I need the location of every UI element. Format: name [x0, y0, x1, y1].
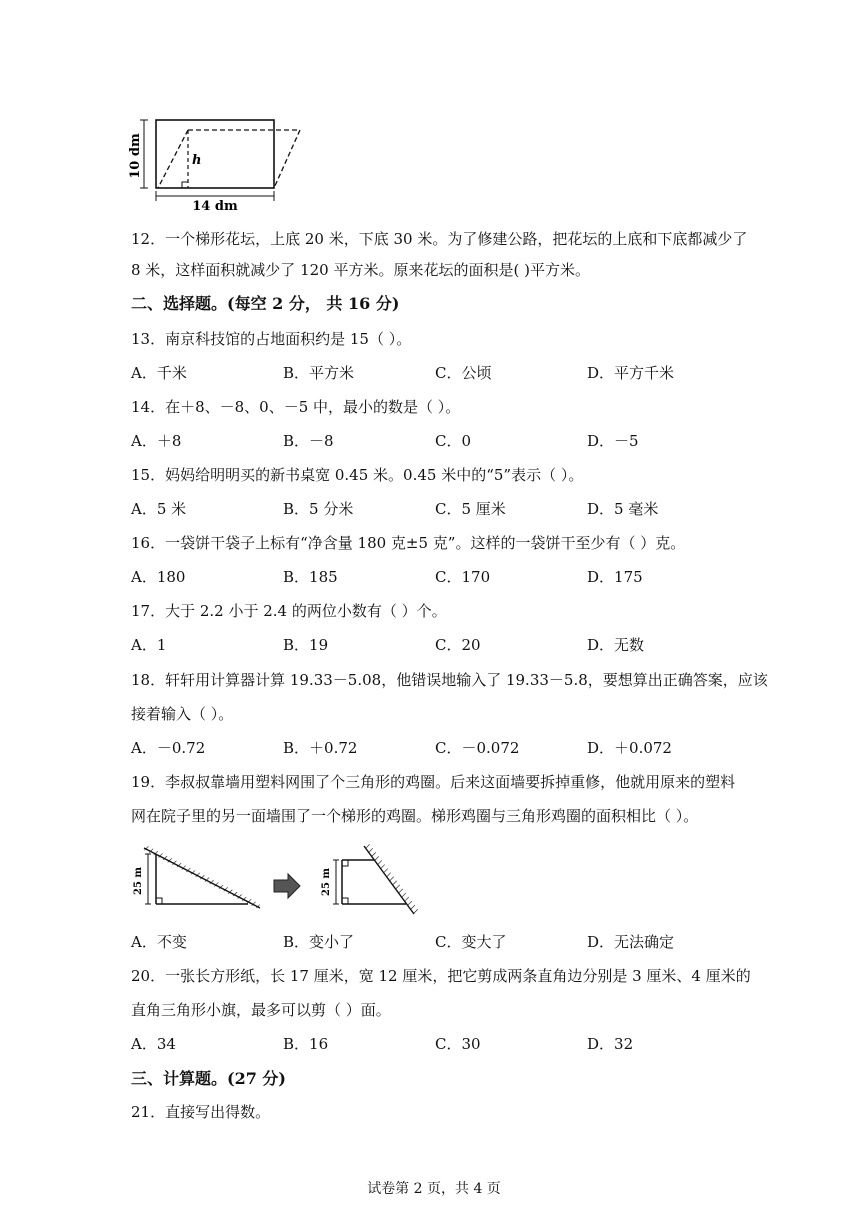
section-2-heading: 二、选择题。(每空 2 分， 共 16 分)	[131, 294, 400, 313]
q13-text: 13．南京科技馆的占地面积约是 15（ ）。	[131, 330, 412, 348]
q12-line1: 12．一个梯形花坛，上底 20 米，下底 30 米。为了修建公路，把花坛的上底和下底都减少了	[131, 230, 748, 248]
option-c[interactable]: C．－0.072	[435, 739, 520, 757]
trapezoid-height-label: 25 m	[321, 868, 332, 896]
q20-line2: 直角三角形小旗，最多可以剪（ ）面。	[131, 1001, 391, 1019]
q20-options	[131, 1034, 771, 1054]
width-label: 14 dm	[192, 199, 238, 212]
section-3-heading: 三、计算题。(27 分)	[131, 1069, 286, 1088]
option-a[interactable]: A．5 米	[131, 500, 187, 518]
q20-line1: 20．一张长方形纸，长 17 厘米，宽 12 厘米，把它剪成两条直角边分别是 3 厘米、4 厘米的	[131, 967, 751, 985]
option-b[interactable]: B．平方米	[283, 364, 355, 382]
q15-text: 15．妈妈给明明买的新书桌宽 0.45 米。0.45 米中的“5”表示（ ）。	[131, 466, 584, 484]
option-a[interactable]: A．34	[131, 1035, 176, 1053]
q17-options	[131, 635, 771, 655]
option-b[interactable]: B．16	[283, 1035, 329, 1053]
option-d[interactable]: D．无数	[587, 636, 645, 654]
option-d[interactable]: D．＋0.072	[587, 739, 672, 757]
q14-options	[131, 431, 771, 451]
q12-line2: 8 米，这样面积就减少了 120 平方米。原来花坛的面积是( )平方米。	[131, 261, 590, 279]
option-d[interactable]: D．－5	[587, 432, 639, 450]
option-b[interactable]: B．＋0.72	[283, 739, 358, 757]
q19-line2: 网在院子里的另一面墙围了一个梯形的鸡圈。梯形鸡圈与三角形鸡圈的面积相比（ ）。	[131, 807, 699, 825]
option-a[interactable]: A．＋8	[131, 432, 182, 450]
option-a[interactable]: A．－0.72	[131, 739, 206, 757]
option-a[interactable]: A．180	[131, 568, 186, 586]
triangle-height-label: 25 m	[133, 867, 144, 895]
height-label: 10 dm	[128, 133, 143, 179]
option-c[interactable]: C．170	[435, 568, 491, 586]
option-d[interactable]: D．5 毫米	[587, 500, 659, 518]
page-footer: 试卷第 2 页，共 4 页	[367, 1181, 501, 1197]
option-b[interactable]: B．－8	[283, 432, 334, 450]
option-b[interactable]: B．变小了	[283, 933, 355, 951]
option-b[interactable]: B．5 分米	[283, 500, 354, 518]
q14-text: 14．在＋8、－8、0、－5 中，最小的数是（ ）。	[131, 398, 461, 416]
q18-line2: 接着输入（ ）。	[131, 705, 234, 723]
option-c[interactable]: C．公顷	[435, 364, 492, 382]
q16-options	[131, 567, 771, 587]
option-d[interactable]: D．175	[587, 568, 643, 586]
option-b[interactable]: B．19	[283, 636, 329, 654]
q13-options	[131, 363, 771, 383]
option-a[interactable]: A．千米	[131, 364, 187, 382]
option-a[interactable]: A．1	[131, 636, 167, 654]
option-d[interactable]: D．32	[587, 1035, 634, 1053]
q17-text: 17．大于 2.2 小于 2.4 的两位小数有（ ）个。	[131, 602, 447, 620]
chicken-coop-figure	[128, 838, 428, 922]
q19-line1: 19．李叔叔靠墙用塑料网围了个三角形的鸡圈。后来这面墙要拆掉重修，他就用原来的塑料	[131, 773, 736, 791]
q18-line1: 18．轩轩用计算器计算 19.33－5.08，他错误地输入了 19.33－5.8，要想算出正确答案，应该	[131, 671, 768, 689]
q21-text: 21．直接写出得数。	[131, 1103, 271, 1121]
option-a[interactable]: A．不变	[131, 933, 187, 951]
option-c[interactable]: C．20	[435, 636, 481, 654]
q15-options	[131, 499, 771, 519]
h-label: h	[192, 153, 202, 168]
option-b[interactable]: B．185	[283, 568, 338, 586]
option-c[interactable]: C．变大了	[435, 933, 507, 951]
option-c[interactable]: C．0	[435, 432, 472, 450]
option-d[interactable]: D．无法确定	[587, 933, 675, 951]
rectangle-parallelogram-figure	[128, 112, 308, 212]
q16-text: 16．一袋饼干袋子上标有“净含量 180 克±5 克”。这样的一袋饼干至少有（ ）克。	[131, 534, 686, 552]
option-d[interactable]: D．平方千米	[587, 364, 675, 382]
q19-options	[131, 932, 771, 952]
option-c[interactable]: C．30	[435, 1035, 481, 1053]
option-c[interactable]: C．5 厘米	[435, 500, 506, 518]
q18-options	[131, 738, 771, 758]
